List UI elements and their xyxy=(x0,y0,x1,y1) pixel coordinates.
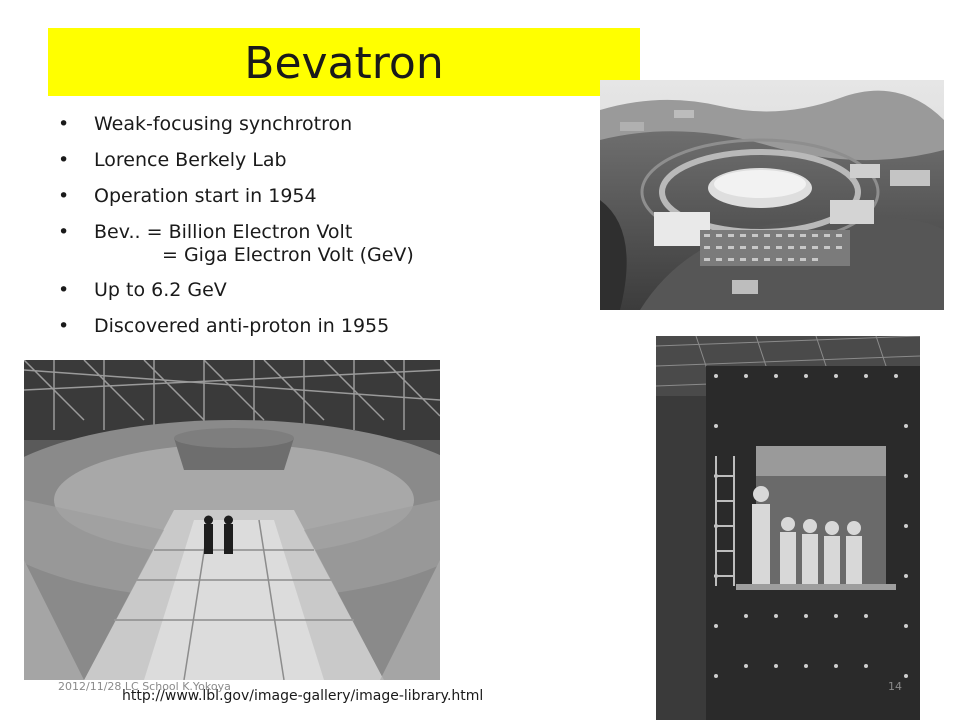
bullet-text: Weak-focusing synchrotron xyxy=(94,113,353,135)
image-source-url[interactable]: http://www.lbl.gov/image-gallery/image-library.html xyxy=(122,688,484,704)
footer-date-source: 2012/11/28 LC School K.Yokoya xyxy=(58,680,231,693)
bullet-item xyxy=(58,184,414,208)
bullet-item xyxy=(58,148,414,172)
bullet-text: Lorence Berkely Lab xyxy=(94,149,287,171)
bullet-text: Bev.. = Billion Electron Volt xyxy=(94,221,353,243)
bullet-continuation: = Giga Electron Volt (GeV) xyxy=(162,244,414,266)
bullet-list xyxy=(58,112,414,350)
page-number: 14 xyxy=(888,680,902,693)
bullet-item xyxy=(58,112,414,136)
bullet-dot-icon: • xyxy=(58,221,70,243)
bevatron-ring-interior-photo xyxy=(24,360,440,680)
bullet-item xyxy=(58,278,414,302)
bullet-item xyxy=(58,314,414,338)
bullet-item xyxy=(58,220,414,266)
bullet-dot-icon: • xyxy=(58,149,70,171)
bullet-text: Operation start in 1954 xyxy=(94,185,317,207)
bullet-text: Up to 6.2 GeV xyxy=(94,279,227,301)
bevatron-magnet-group-photo xyxy=(656,336,920,720)
aerial-bevatron-photo xyxy=(600,80,944,310)
bullet-dot-icon: • xyxy=(58,185,70,207)
bullet-dot-icon: • xyxy=(58,113,70,135)
bullet-text: Discovered anti-proton in 1955 xyxy=(94,315,390,337)
bullet-dot-icon: • xyxy=(58,279,70,301)
slide-title: Bevatron xyxy=(244,38,444,89)
bullet-dot-icon: • xyxy=(58,315,70,337)
